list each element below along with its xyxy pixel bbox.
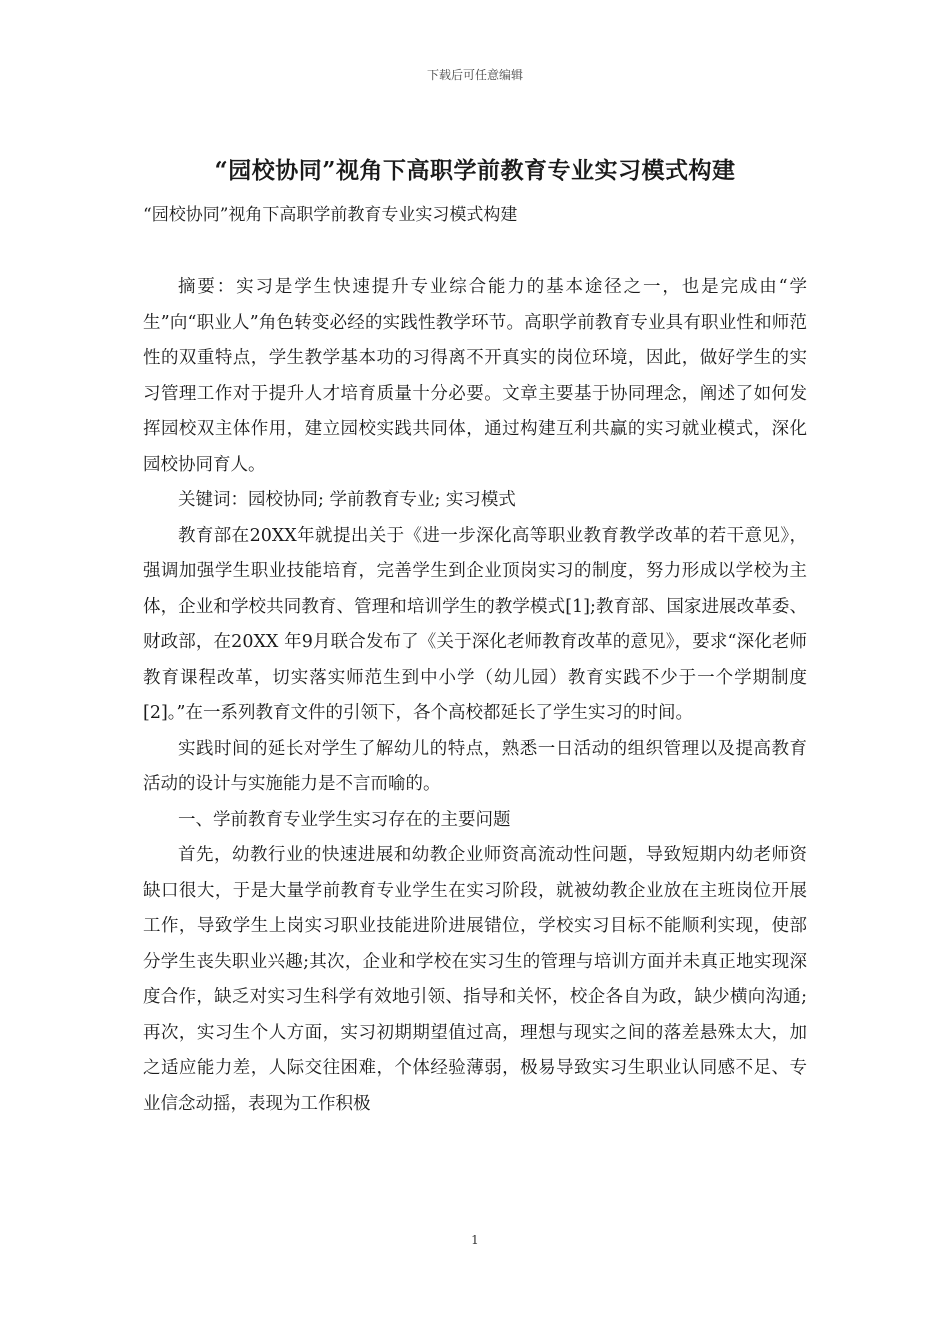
page-number: 1 — [471, 1233, 479, 1247]
abstract-paragraph: 摘要：实习是学生快速提升专业综合能力的基本途径之一，也是完成由“学生”向“职业人”角色转变必经的实践性教学环节。高职学前教育专业具有职业性和师范性的双重特点，学生教学基本功的习得离不开真实的岗位环境，因此，做好学生的实习管理工作对于提升人才培育质量十分必要。文章主要基于协同理念，阐述了如何发挥园校双主体作用，建立园校实践共同体，通过构建互利共赢的实习就业模式，深化园校协同育人。 — [143, 277, 807, 475]
body-paragraph-1: 教育部在20XX年就提出关于《进一步深化高等职业教育教学改革的若干意见》，强调加强学生职业技能培育，完善学生到企业顶岗实习的制度，努力形成以学校为主体，企业和学校共同教育、管理和培训学生的教学模式[1];教育部、国家进展改革委、财政部，在20XX 年9月联合发布了《关于深化老师教育改革的意见》，要求“深化老师教育课程改革，切实落实师范生到中小学（幼儿园）教育实践不少于一个学期制度[2]。”在一系列教育文件的引领下，各个高校都延长了学生实习的时间。 — [143, 525, 807, 723]
keywords-paragraph: 关键词：园校协同; 学前教育专业; 实习模式 — [178, 490, 516, 510]
section-heading-1: 一、学前教育专业学生实习存在的主要问题 — [178, 809, 511, 830]
document-body — [143, 270, 807, 1122]
document-title: “园校协同”视角下高职学前教育专业实习模式构建 — [214, 157, 736, 184]
header-note: 下载后可任意编辑 — [426, 68, 523, 82]
body-paragraph-3: 首先，幼教行业的快速进展和幼教企业师资高流动性问题，导致短期内幼老师资缺口很大，于是大量学前教育专业学生在实习阶段，就被幼教企业放在主班岗位开展工作，导致学生上岗实习职业技能进阶进展错位，学校实习目标不能顺利实现，使部分学生丧失职业兴趣;其次，企业和学校在实习生的管理与培训方面并未真正地实现深度合作，缺乏对实习生科学有效地引领、指导和关怀，校企各自为政，缺少横向沟通;再次，实习生个人方面，实习初期期望值过高，理想与现实之间的落差悬殊太大，加之适应能力差，人际交往困难，个体经验薄弱，极易导致实习生职业认同感不足、专业信念动摇，表现为工作积极 — [143, 845, 807, 1114]
document-subtitle: “园校协同”视角下高职学前教育专业实习模式构建 — [143, 205, 518, 225]
body-paragraph-2: 实践时间的延长对学生了解幼儿的特点，熟悉一日活动的组织管理以及提高教育活动的设计与实施能力是不言而喻的。 — [143, 738, 807, 794]
